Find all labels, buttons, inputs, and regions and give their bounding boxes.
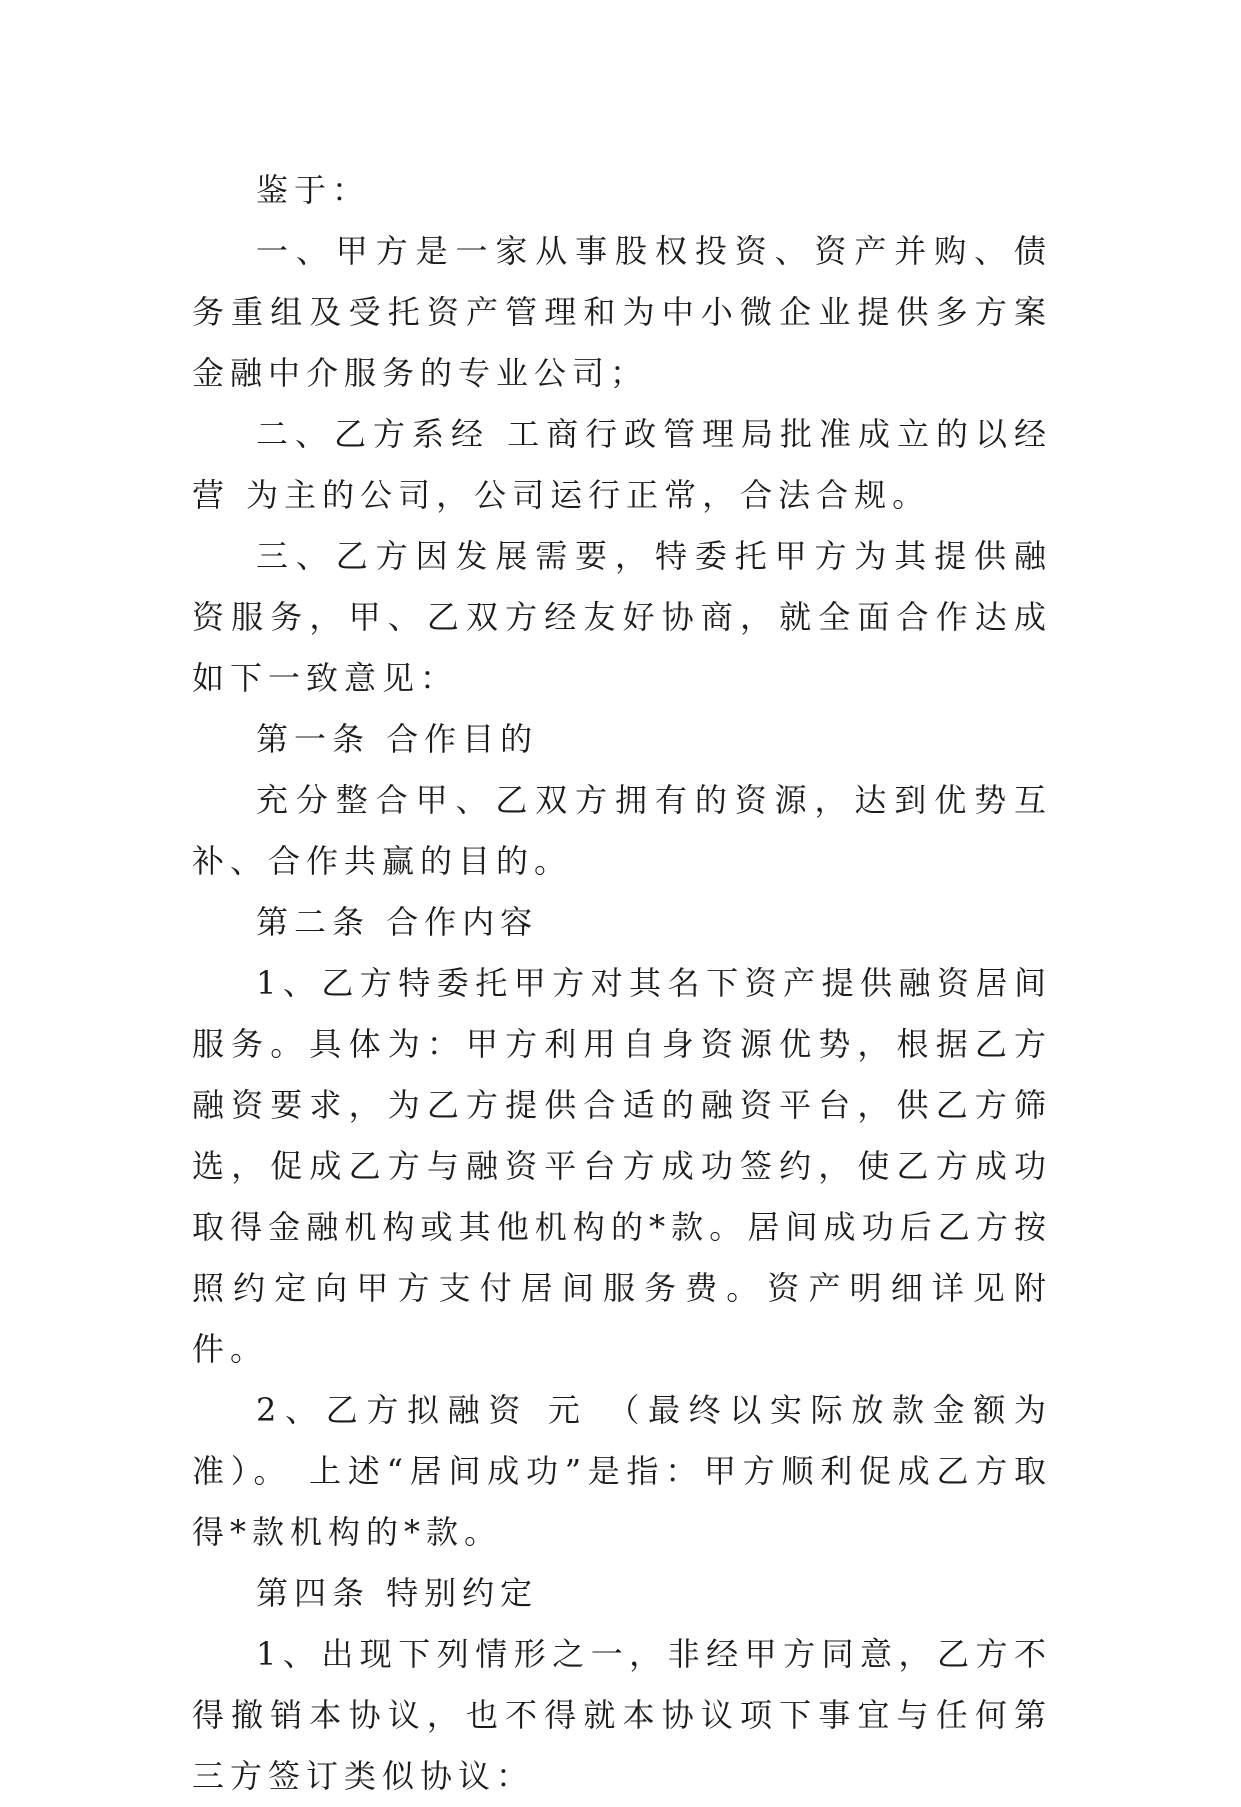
paragraph-recital-3: 三、乙方因发展需要，特委托甲方为其提供融资服务，甲、乙双方经友好协商，就全面合作达成如下一致意见：	[192, 537, 1052, 697]
article-4-heading: 第四条 特别约定	[256, 1574, 539, 1612]
article-2-clause-1: 1、乙方特委托甲方对其名下资产提供融资居间服务。具体为：甲方利用自身资源优势，根据乙方融资要求，为乙方提供合适的融资平台，供乙方筛选，促成乙方与融资平台方成功签约，使乙方成功取得金融机构或其他机构的*款。居间成功后乙方按照约定向甲方支付居间服务费。资产明细详见附件。	[192, 964, 1052, 1368]
paragraph-recital-2: 二、乙方系经 工商行政管理局批准成立的以经营 为主的公司，公司运行正常，合法合规。	[192, 415, 1052, 514]
article-1-text: 充分整合甲、乙双方拥有的资源，达到优势互补、合作共赢的目的。	[192, 781, 1052, 880]
document-body	[192, 160, 1052, 1807]
article-1-heading: 第一条 合作目的	[256, 720, 539, 758]
article-2-heading: 第二条 合作内容	[256, 903, 539, 941]
paragraph-recital-1: 一、甲方是一家从事股权投资、资产并购、债务重组及受托资产管理和为中小微企业提供多方案金融中介服务的专业公司；	[192, 232, 1052, 392]
article-2-clause-2: 2、乙方拟融资 元 （最终以实际放款金额为准）。 上述“居间成功”是指：甲方顺利促成乙方取得*款机构的*款。	[192, 1391, 1052, 1551]
paragraph-preamble: 鉴于：	[256, 171, 371, 209]
article-4-clause-1: 1、出现下列情形之一，非经甲方同意，乙方不得撤销本协议，也不得就本协议项下事宜与任何第三方签订类似协议：	[192, 1635, 1052, 1795]
